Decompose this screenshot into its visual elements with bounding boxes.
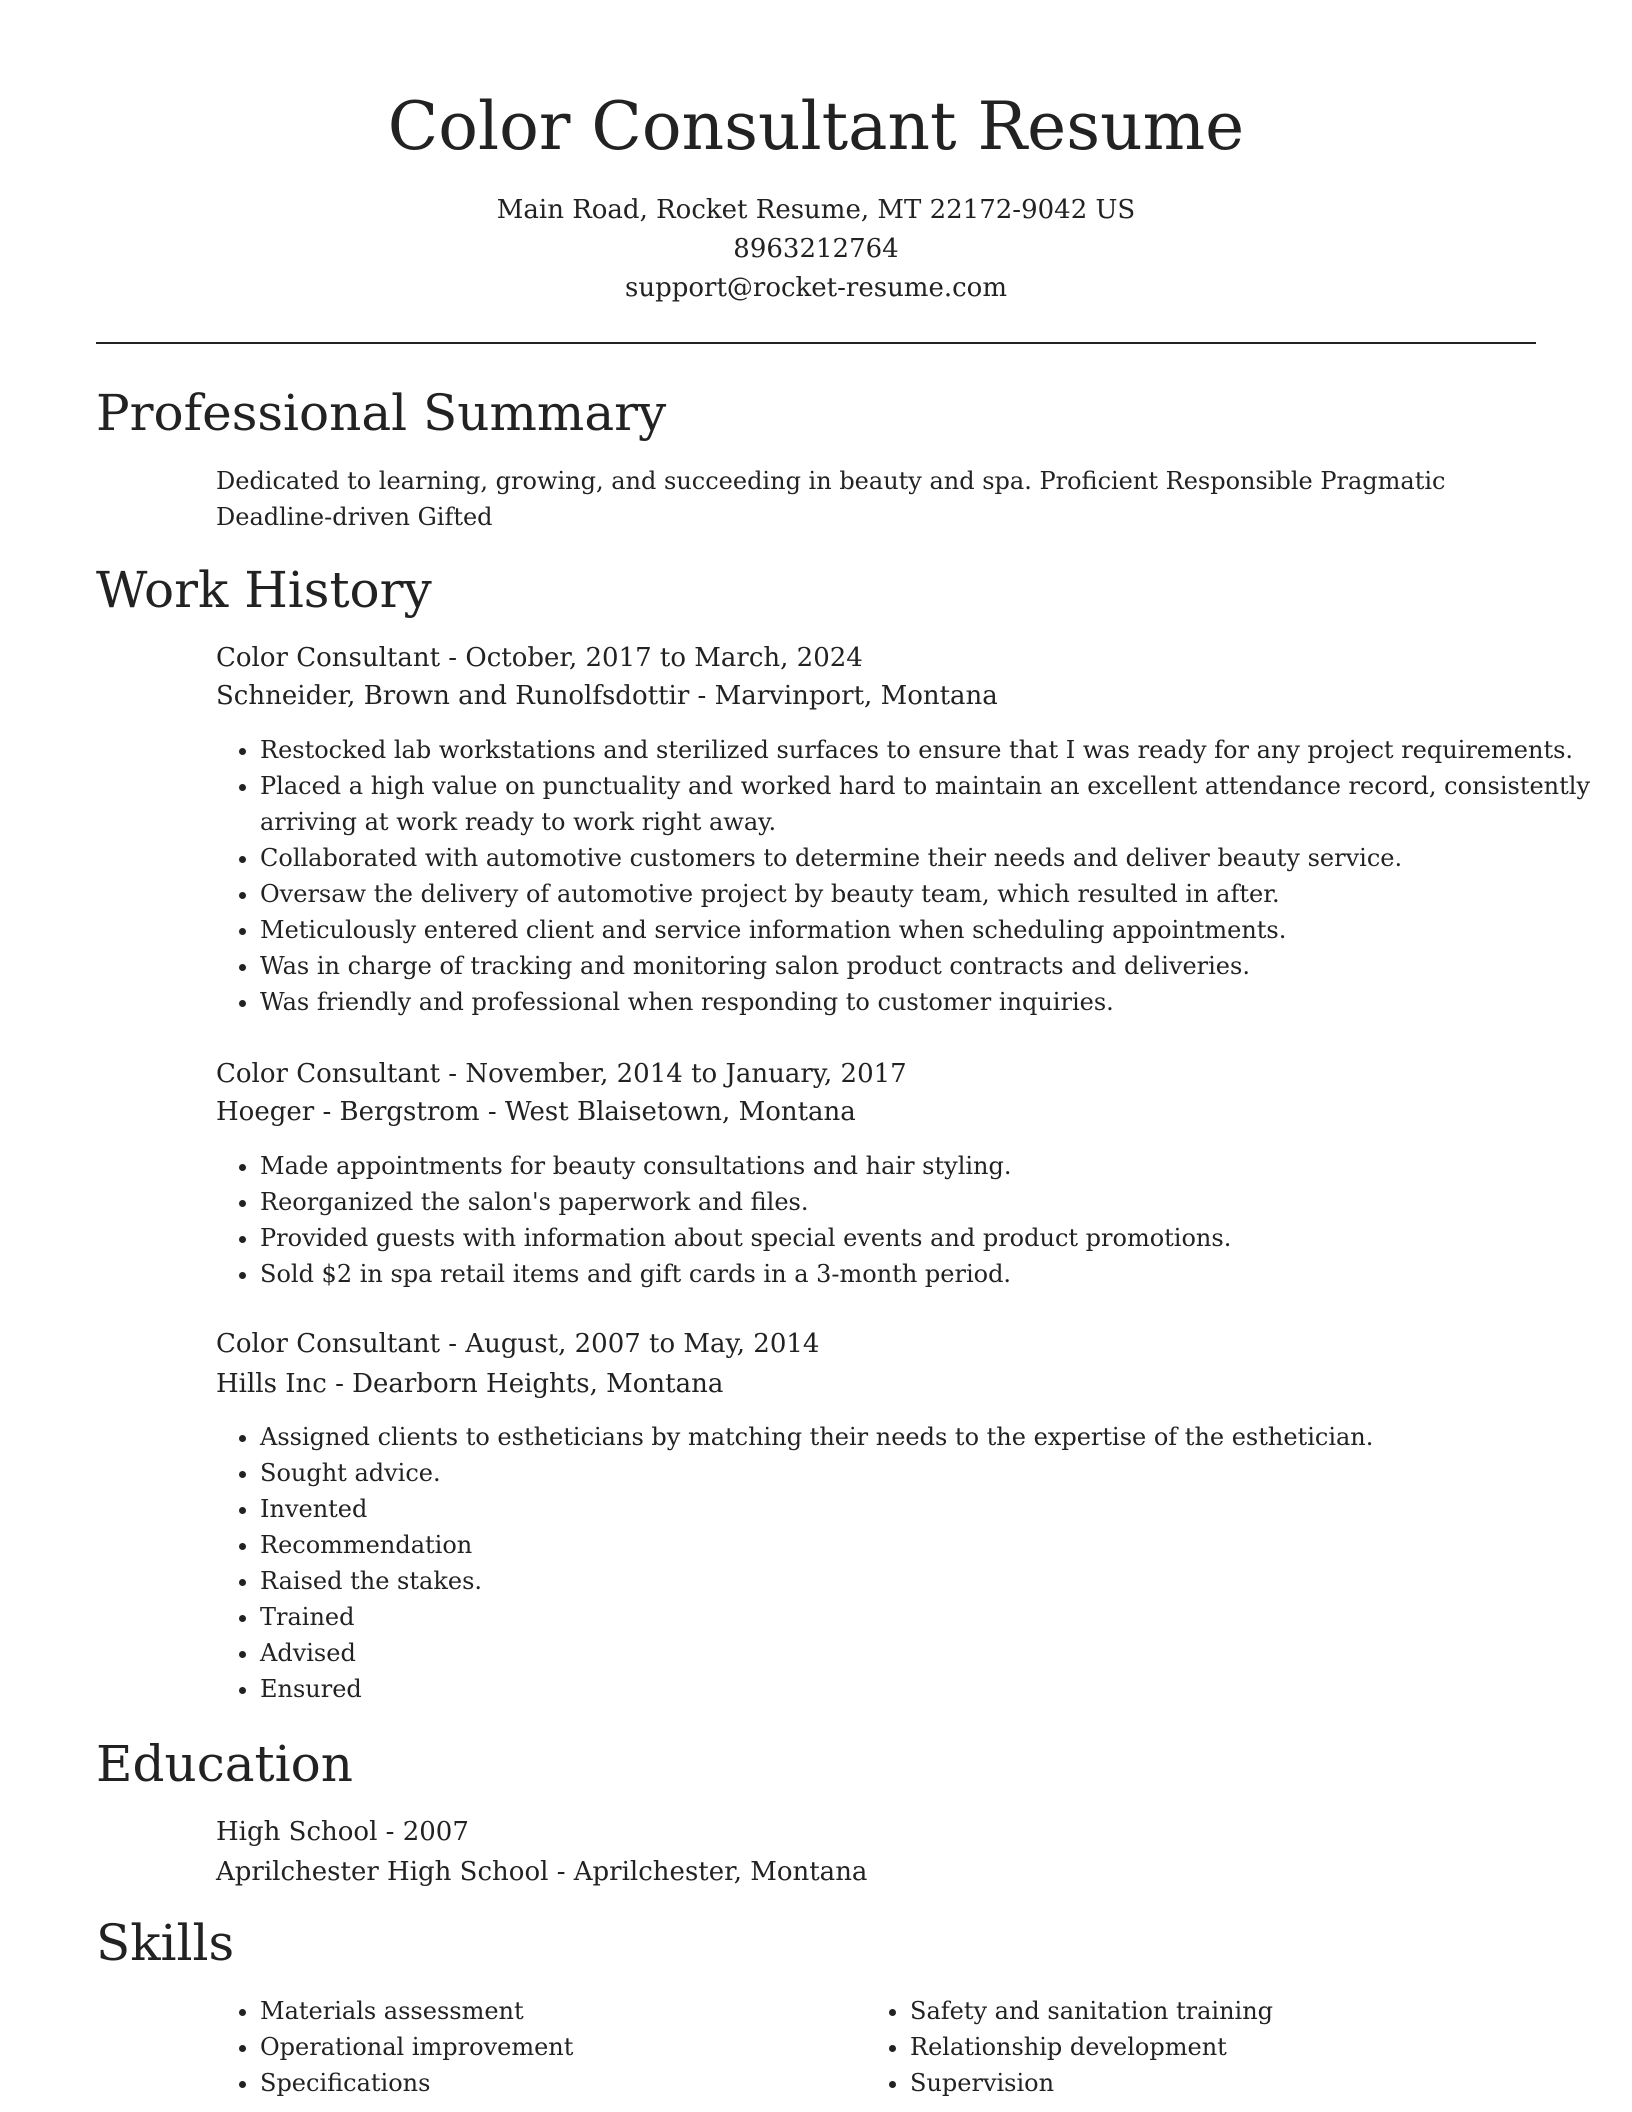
list-item: • Placed a high value on punctuality and worked hard to maintain an excellent attendance record, consistently arriving at work ready to work right away. xyxy=(260,768,1600,840)
job-location: Marvinport, Montana xyxy=(714,681,998,711)
list-item: • Made appointments for beauty consultations and hair styling. xyxy=(260,1148,1600,1184)
list-item: • Was in charge of tracking and monitoring salon product contracts and deliveries. xyxy=(260,948,1600,984)
job-title: Color Consultant xyxy=(216,1329,441,1359)
skills-heading: Skills xyxy=(96,1914,235,1972)
job-title: Color Consultant xyxy=(216,643,441,673)
education-year: 2007 xyxy=(402,1817,469,1847)
education-school: Aprilchester High School xyxy=(216,1857,549,1887)
skill-item: • Safety and sanitation training xyxy=(910,1993,1510,2029)
job-bullets xyxy=(216,1148,1600,1292)
summary-text: Dedicated to learning, growing, and succeeding in beauty and spa. Proficient Responsible Pragmatic Deadline-driven Gifted xyxy=(216,467,1446,531)
list-item: • Was friendly and professional when responding to customer inquiries. xyxy=(260,984,1600,1020)
list-item: • Sold $2 in spa retail items and gift cards in a 3-month period. xyxy=(260,1256,1600,1292)
list-item: • Raised the stakes. xyxy=(260,1563,1600,1599)
job-title-line: Color Consultant - August, 2007 to May, 2014 xyxy=(216,1329,820,1359)
skills-list-left xyxy=(216,1993,860,2101)
job-bullets xyxy=(216,1419,1600,1707)
education-heading: Education xyxy=(96,1735,353,1793)
list-item: • Provided guests with information about special events and product promotions. xyxy=(260,1220,1600,1256)
job-location: West Blaisetown, Montana xyxy=(504,1097,856,1127)
job-employer-line: Hills Inc - Dearborn Heights, Montana xyxy=(216,1369,724,1399)
resume-title: Color Consultant Resume xyxy=(387,88,1245,165)
header-divider xyxy=(96,342,1536,344)
education-location: Aprilchester, Montana xyxy=(573,1857,868,1887)
contact-address: Main Road, Rocket Resume, MT 22172-9042 US xyxy=(496,195,1136,225)
job-dates: October, 2017 to March, 2024 xyxy=(465,643,863,673)
contact-block xyxy=(96,191,1536,308)
job-title-line: Color Consultant - October, 2017 to March, 2024 xyxy=(216,643,863,673)
skill-item: • Supervision xyxy=(910,2065,1510,2101)
job-title-line: Color Consultant - November, 2014 to January, 2017 xyxy=(216,1059,907,1089)
list-item: • Restocked lab workstations and sterilized surfaces to ensure that I was ready for any project requirements. xyxy=(260,732,1600,768)
job-location: Dearborn Heights, Montana xyxy=(352,1369,724,1399)
job-employer-line: Schneider, Brown and Runolfsdottir - Marvinport, Montana xyxy=(216,681,998,711)
work-history-heading: Work History xyxy=(96,561,432,619)
list-item: • Meticulously entered client and service information when scheduling appointments. xyxy=(260,912,1600,948)
job-employer: Schneider, Brown and Runolfsdottir xyxy=(216,681,690,711)
skill-item: • Operational improvement xyxy=(260,2029,860,2065)
skill-item: • Materials assessment xyxy=(260,1993,860,2029)
skill-item: • Specifications xyxy=(260,2065,860,2101)
list-item: • Collaborated with automotive customers to determine their needs and deliver beauty service. xyxy=(260,840,1600,876)
job-dates: November, 2014 to January, 2017 xyxy=(465,1059,907,1089)
list-item: • Recommendation xyxy=(260,1527,1600,1563)
contact-email: support@rocket-resume.com xyxy=(624,273,1007,303)
list-item: • Trained xyxy=(260,1599,1600,1635)
list-item: • Oversaw the delivery of automotive project by beauty team, which resulted in after. xyxy=(260,876,1600,912)
skill-item: • Relationship development xyxy=(910,2029,1510,2065)
list-item: • Reorganized the salon's paperwork and files. xyxy=(260,1184,1600,1220)
education-school-line: Aprilchester High School - Aprilchester, Montana xyxy=(216,1857,868,1887)
job-employer-line: Hoeger - Bergstrom - West Blaisetown, Montana xyxy=(216,1097,856,1127)
list-item: • Advised xyxy=(260,1635,1600,1671)
education-degree: High School xyxy=(216,1817,378,1847)
job-bullets xyxy=(216,732,1600,1020)
summary-heading: Professional Summary xyxy=(96,384,667,442)
list-item: • Assigned clients to estheticians by matching their needs to the expertise of the esthetician. xyxy=(260,1419,1600,1455)
list-item: • Sought advice. xyxy=(260,1455,1600,1491)
contact-phone: 8963212764 xyxy=(733,234,899,264)
list-item: • Ensured xyxy=(260,1671,1600,1707)
job-employer: Hoeger - Bergstrom xyxy=(216,1097,480,1127)
education-degree-line: High School - 2007 xyxy=(216,1817,469,1847)
job-employer: Hills Inc xyxy=(216,1369,327,1399)
skills-list-right xyxy=(866,1993,1510,2101)
job-dates: August, 2007 to May, 2014 xyxy=(465,1329,820,1359)
job-title: Color Consultant xyxy=(216,1059,441,1089)
list-item: • Invented xyxy=(260,1491,1600,1527)
